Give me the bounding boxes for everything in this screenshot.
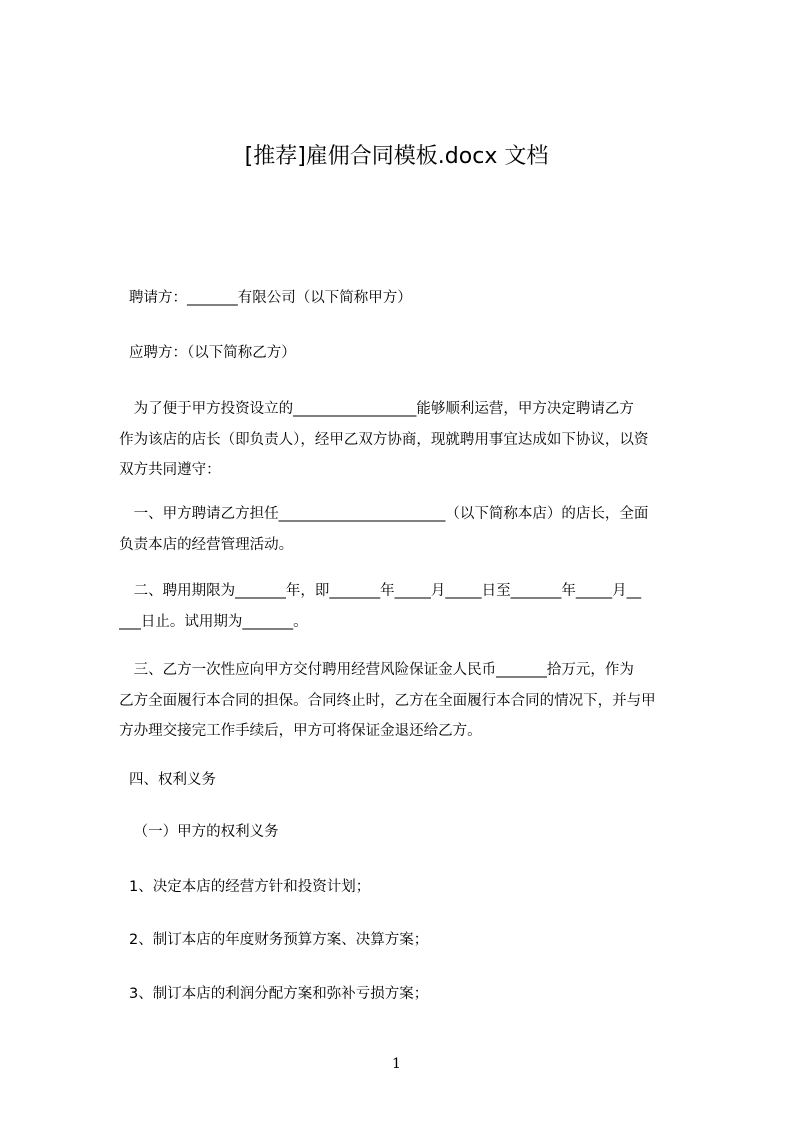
paragraph-item-2: [100, 925, 700, 956]
paragraph-line: 双方共同遵守：: [100, 462, 221, 479]
paragraph-line: （一）甲方的权利义务: [100, 824, 279, 840]
paragraph-clause-4-1: [100, 817, 700, 848]
paragraph-line: 方办理交接完工作手续后，甲方可将保证金退还给乙方。: [100, 723, 482, 740]
paragraph-clause-1: [100, 499, 700, 560]
paragraph-clause-2: [100, 576, 700, 637]
paragraph-line: 3、制订本店的利润分配方案和弥补亏损方案；: [100, 986, 429, 1002]
paragraph-employer: [100, 283, 700, 314]
paragraph-clause-4: [100, 765, 700, 796]
document-title: [推荐]雇佣合同模板.docx 文档: [244, 144, 549, 169]
paragraph-line: 一、甲方聘请乙方担任_______________________（以下简称本店）的店长，全面: [100, 506, 649, 522]
paragraph-line: 乙方全面履行本合同的担保。合同终止时，乙方在全面履行本合同的情况下，并与甲: [100, 692, 656, 709]
paragraph-line: 1、决定本店的经营方针和投资计划；: [100, 879, 371, 895]
paragraph-employee: [100, 338, 700, 369]
paragraph-line: 作为该店的店长（即负责人），经甲乙双方协商，现就聘用事宜达成如下协议，以资: [100, 431, 649, 448]
paragraph-line: 2、制订本店的年度财务预算方案、决算方案；: [100, 932, 429, 948]
paragraph-line: 三、乙方一次性应向甲方交付聘用经营风险保证金人民币_______拾万元，作为: [100, 662, 634, 678]
paragraph-line: 为了便于甲方投资设立的_________________能够顺利运营，甲方决定聘请乙方: [100, 401, 634, 417]
paragraph-line: 四、权利义务: [100, 772, 216, 788]
page-number: 1: [392, 1056, 401, 1072]
paragraph-clause-3: [100, 655, 700, 747]
paragraph-line: 负责本店的经营管理活动。: [100, 536, 294, 553]
paragraph-line: ___日止。试用期为_______。: [100, 613, 308, 630]
paragraph-line: 应聘方：（以下简称乙方）: [100, 345, 296, 361]
paragraph-line: 二、聘用期限为_______年，即_______年_____月_____日至_______年_____月__: [100, 583, 642, 599]
paragraph-line: 聘请方：_______有限公司（以下简称甲方）: [100, 290, 412, 306]
paragraph-item-1: [100, 872, 700, 903]
paragraph-item-3: [100, 979, 700, 1010]
paragraph-intro: [100, 394, 700, 486]
